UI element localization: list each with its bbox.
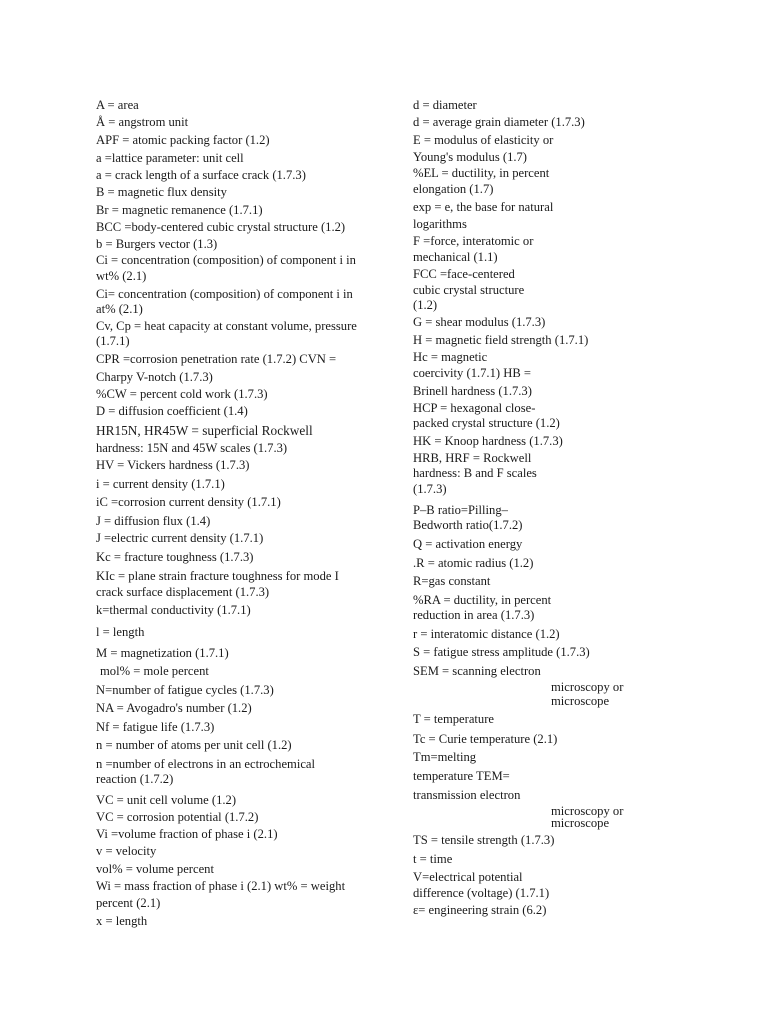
symbol-entry: a =lattice parameter: unit cell	[96, 151, 244, 165]
symbol-entry: KIc = plane strain fracture toughness for mode I	[96, 569, 339, 583]
symbol-entry: (1.7.1)	[96, 334, 130, 348]
symbol-entry: d = average grain diameter (1.7.3)	[413, 115, 585, 129]
symbol-entry: Charpy V-notch (1.7.3)	[96, 370, 213, 384]
symbol-entry: elongation (1.7)	[413, 182, 494, 196]
symbol-entry: HK = Knoop hardness (1.7.3)	[413, 434, 563, 448]
symbol-entry: b = Burgers vector (1.3)	[96, 237, 218, 251]
symbol-entry: difference (voltage) (1.7.1)	[413, 886, 550, 900]
symbol-entry: vol% = volume percent	[96, 862, 214, 876]
symbol-entry: J = diffusion flux (1.4)	[96, 514, 211, 528]
symbol-entry: NA = Avogadro's number (1.2)	[96, 701, 252, 715]
symbol-entry: F =force, interatomic or	[413, 234, 534, 248]
symbol-entry: Brinell hardness (1.7.3)	[413, 384, 532, 398]
symbol-entry: TS = tensile strength (1.7.3)	[413, 833, 555, 847]
symbol-entry: P–B ratio=Pilling–	[413, 503, 508, 517]
symbol-entry: Ci = concentration (composition) of component i in	[96, 253, 356, 267]
symbol-entry: %RA = ductility, in percent	[413, 593, 552, 607]
symbol-entry: .R = atomic radius (1.2)	[413, 556, 534, 570]
symbol-entry: V=electrical potential	[413, 870, 523, 884]
symbol-entry: iC =corrosion current density (1.7.1)	[96, 495, 281, 509]
symbol-entry: CPR =corrosion penetration rate (1.7.2) CVN =	[96, 352, 337, 366]
symbol-entry: logarithms	[413, 217, 467, 231]
symbol-entry: D = diffusion coefficient (1.4)	[96, 404, 248, 418]
symbol-entry: hardness: 15N and 45W scales (1.7.3)	[96, 441, 288, 455]
symbol-entry: k=thermal conductivity (1.7.1)	[96, 603, 251, 617]
symbol-entry: Wi = mass fraction of phase i (2.1) wt% = weight	[96, 879, 346, 893]
symbol-entry: wt% (2.1)	[96, 269, 147, 283]
symbol-entry: crack surface displacement (1.7.3)	[96, 585, 270, 599]
symbol-entry: cubic crystal structure	[413, 283, 525, 297]
symbol-entry: S = fatigue stress amplitude (1.7.3)	[413, 645, 590, 659]
symbol-entry: Bedworth ratio(1.7.2)	[413, 518, 523, 532]
symbol-entry: n = number of atoms per unit cell (1.2)	[96, 738, 292, 752]
symbol-entry: %CW = percent cold work (1.7.3)	[96, 387, 268, 401]
symbol-entry: Vi =volume fraction of phase i (2.1)	[96, 827, 278, 841]
symbol-entry: i = current density (1.7.1)	[96, 477, 225, 491]
symbol-entry: a = crack length of a surface crack (1.7.3)	[96, 168, 306, 182]
symbol-entry: B = magnetic flux density	[96, 185, 227, 199]
symbol-entry: Cv, Cp = heat capacity at constant volume, pressure	[96, 319, 357, 333]
symbol-entry: VC = unit cell volume (1.2)	[96, 793, 237, 807]
symbol-entry: Nf = fatigue life (1.7.3)	[96, 720, 215, 734]
symbol-entry: R=gas constant	[413, 574, 491, 588]
symbol-entry: Ci= concentration (composition) of component i in	[96, 287, 353, 301]
symbol-entry: (1.7.3)	[413, 482, 447, 496]
symbol-entry: M = magnetization (1.7.1)	[96, 646, 229, 660]
symbol-entry: J =electric current density (1.7.1)	[96, 531, 264, 545]
symbol-entry: Kc = fracture toughness (1.7.3)	[96, 550, 254, 564]
symbol-entry: ε= engineering strain (6.2)	[413, 903, 547, 917]
symbol-entry: exp = e, the base for natural	[413, 200, 554, 214]
symbol-entry: Å = angstrom unit	[96, 115, 189, 129]
symbol-entry: Br = magnetic remanence (1.7.1)	[96, 203, 263, 217]
symbol-entry: BCC =body-centered cubic crystal structure (1.2)	[96, 220, 346, 234]
symbol-entry: reduction in area (1.7.3)	[413, 608, 535, 622]
symbol-entry: Tc = Curie temperature (2.1)	[413, 732, 558, 746]
symbol-entry: packed crystal structure (1.2)	[413, 416, 560, 430]
symbol-entry: A = area	[96, 98, 139, 112]
symbol-entry: %EL = ductility, in percent	[413, 166, 550, 180]
symbol-entry: VC = corrosion potential (1.7.2)	[96, 810, 259, 824]
symbol-entry: HRB, HRF = Rockwell	[413, 451, 532, 465]
symbol-entry: t = time	[413, 852, 453, 866]
symbol-entry: x = length	[96, 914, 148, 928]
symbol-entry: FCC =face-centered	[413, 267, 515, 281]
symbol-entry: T = temperature	[413, 712, 494, 726]
symbol-entry: microscope	[551, 816, 610, 830]
symbol-entry: microscopy or	[551, 804, 624, 818]
symbol-entry: r = interatomic distance (1.2)	[413, 627, 560, 641]
symbol-entry: G = shear modulus (1.7.3)	[413, 315, 546, 329]
symbol-entry: HCP = hexagonal close-	[413, 401, 536, 415]
symbol-entry: d = diameter	[413, 98, 477, 112]
symbol-entry: SEM = scanning electron	[413, 664, 541, 678]
symbol-entry: mol% = mole percent	[100, 664, 209, 678]
symbol-entry: Hc = magnetic	[413, 350, 488, 364]
symbol-entry: microscopy or	[551, 680, 624, 694]
symbol-entry: coercivity (1.7.1) HB =	[413, 366, 531, 380]
symbol-entry: l = length	[96, 625, 145, 639]
symbol-entry: APF = atomic packing factor (1.2)	[96, 133, 270, 147]
symbol-entry: N=number of fatigue cycles (1.7.3)	[96, 683, 274, 697]
symbol-entry: n =number of electrons in an ectrochemical	[96, 757, 316, 771]
symbol-entry: Tm=melting	[413, 750, 477, 764]
symbol-entry: v = velocity	[96, 844, 157, 858]
symbol-entry: (1.2)	[413, 298, 438, 312]
symbol-entry: transmission electron	[413, 788, 521, 802]
symbol-entry: reaction (1.7.2)	[96, 772, 174, 786]
symbol-entry: microscope	[551, 694, 610, 708]
symbol-entry: E = modulus of elasticity or	[413, 133, 554, 147]
symbol-entry: hardness: B and F scales	[413, 466, 537, 480]
symbol-entry: HV = Vickers hardness (1.7.3)	[96, 458, 250, 472]
symbol-entry: Q = activation energy	[413, 537, 523, 551]
symbol-entry: percent (2.1)	[96, 896, 161, 910]
symbol-entry: at% (2.1)	[96, 302, 143, 316]
symbol-entry: Young's modulus (1.7)	[413, 150, 528, 164]
symbol-entry: HR15N, HR45W = superficial Rockwell	[96, 423, 313, 438]
symbol-entry: temperature TEM=	[413, 769, 510, 783]
symbol-entry: H = magnetic field strength (1.7.1)	[413, 333, 589, 347]
symbol-entry: mechanical (1.1)	[413, 250, 498, 264]
